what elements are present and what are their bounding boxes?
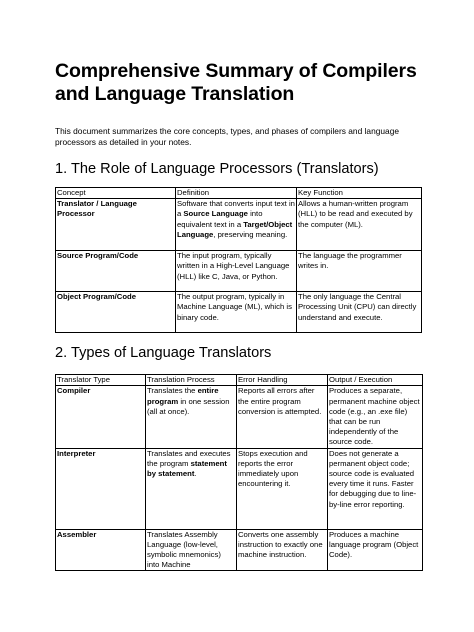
document-title: Comprehensive Summary of Compilers and Language Translation: [55, 60, 417, 105]
table-row: [56, 386, 423, 448]
process-cell: Translates the entire program in one session (all at once).: [146, 386, 237, 448]
output-cell: Produces a separate, permanent machine object code (e.g., an .exe file) that can be run independently of the source code.: [328, 386, 423, 448]
column-header: Error Handling: [237, 375, 328, 386]
concept-cell: Source Program/Code: [56, 251, 176, 292]
process-cell: Translates Assembly Language (low-level, symbolic mnemonics) into Machine: [146, 529, 237, 571]
concept-cell: Translator / Language Processor: [56, 199, 176, 251]
table-row: [56, 199, 422, 251]
table-header-row: [56, 375, 423, 386]
column-header: Definition: [176, 188, 297, 199]
errors-cell: Reports all errors after the entire program conversion is attempted.: [237, 386, 328, 448]
concept-cell: Object Program/Code: [56, 292, 176, 333]
column-header: Concept: [56, 188, 176, 199]
column-header: Translator Type: [56, 375, 146, 386]
column-header: Key Function: [297, 188, 422, 199]
definition-cell: Software that converts input text in a Source Language into equivalent text in a Target/Object Language, preserving meaning.: [176, 199, 297, 251]
type-cell: Compiler: [56, 386, 146, 448]
column-header: Output / Execution: [328, 375, 423, 386]
process-cell: Translates and executes the program statement by statement.: [146, 448, 237, 529]
column-header: Translation Process: [146, 375, 237, 386]
function-cell: The language the programmer writes in.: [297, 251, 422, 292]
intro-paragraph: This document summarizes the core concepts, types, and phases of compilers and language processors as detailed in your notes.: [55, 126, 400, 147]
definition-cell: The input program, typically written in a High-Level Language (HLL) like C, Java, or Python.: [176, 251, 297, 292]
table-header-row: [56, 188, 422, 199]
output-cell: Does not generate a permanent object code; source code is evaluated every time it runs. Faster for debugging due to line-by-line error reporting.: [328, 448, 423, 529]
table-row: [56, 251, 422, 292]
function-cell: Allows a human-written program (HLL) to be read and executed by the computer (ML).: [297, 199, 422, 251]
definition-cell: The output program, typically in Machine Language (ML), which is binary code.: [176, 292, 297, 333]
errors-cell: Converts one assembly instruction to exactly one machine instruction.: [237, 529, 328, 571]
type-cell: Assembler: [56, 529, 146, 571]
table-row: [56, 448, 423, 529]
errors-cell: Stops execution and reports the error immediately upon encountering it.: [237, 448, 328, 529]
function-cell: The only language the Central Processing Unit (CPU) can directly understand and execute.: [297, 292, 422, 333]
table-row: [56, 529, 423, 571]
section-1-heading: 1. The Role of Language Processors (Translators): [55, 161, 379, 177]
type-cell: Interpreter: [56, 448, 146, 529]
output-cell: Produces a machine language program (Object Code).: [328, 529, 423, 571]
translator-types-table: [55, 374, 423, 571]
table-row: [56, 292, 422, 333]
language-processors-table: [55, 187, 422, 333]
section-2-heading: 2. Types of Language Translators: [55, 345, 272, 362]
